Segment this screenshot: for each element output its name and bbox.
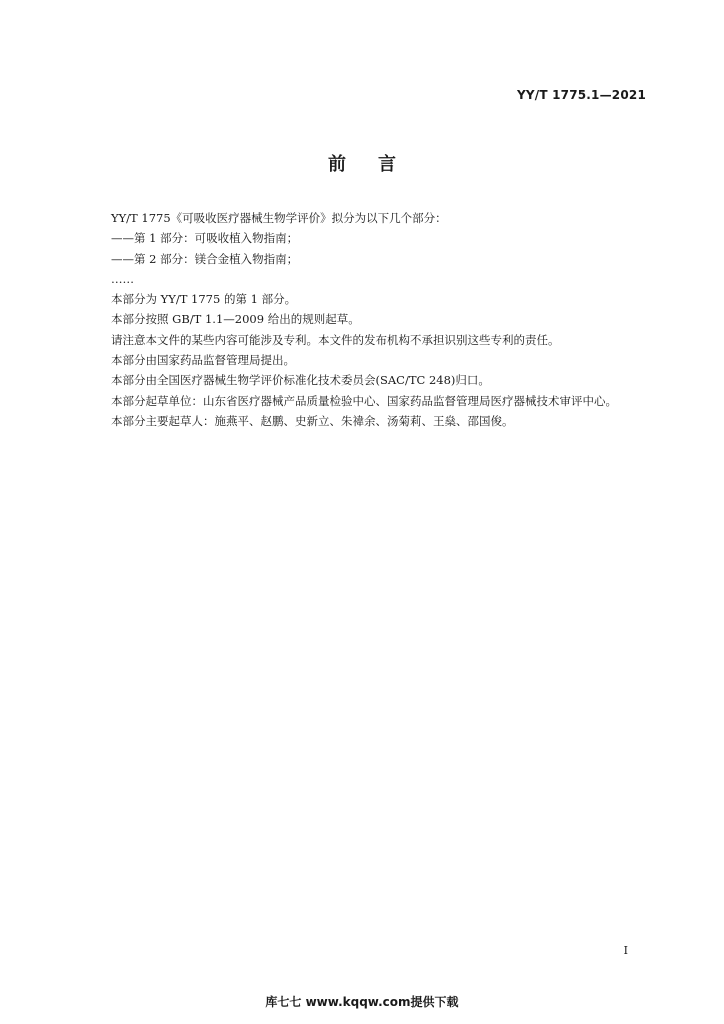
standard-code: YY/T 1775.1—2021 xyxy=(516,88,646,102)
paragraph-series-intro: YY/T 1775《可吸收医疗器械生物学评价》拟分为以下几个部分： xyxy=(111,211,447,225)
page-title: 前言 xyxy=(328,154,428,175)
paragraph-drafters: 本部分主要起草人：施燕平、赵鹏、史新立、朱禕余、汤菊莉、王燊、邵国俊。 xyxy=(111,413,514,428)
paragraph-proposed-by: 本部分由国家药品监督管理局提出。 xyxy=(111,353,295,368)
paragraph-drafting-rules: 本部分按照 GB/T 1.1—2009 给出的规则起草。 xyxy=(111,312,360,327)
paragraph-this-part: 本部分为 YY/T 1775 的第 1 部分。 xyxy=(111,292,297,307)
page-number: I xyxy=(623,944,628,957)
paragraph-part-1: ——第 1 部分：可吸收植入物指南； xyxy=(111,231,299,246)
foreword-body xyxy=(88,208,636,431)
paragraph-drafting-units: 本部分起草单位：山东省医疗器械产品质量检验中心、国家药品监督管理局医疗器械技术审评中心。 xyxy=(111,393,617,408)
paragraph-patent-notice: 请注意本文件的某些内容可能涉及专利。本文件的发布机构不承担识别这些专利的责任。 xyxy=(111,332,560,347)
paragraph-managed-by: 本部分由全国医疗器械生物学评价标准化技术委员会(SAC/TC 248)归口。 xyxy=(111,373,490,388)
paragraph-ellipsis: …… xyxy=(111,271,134,286)
footer-watermark: 库七七 www.kqqw.com提供下载 xyxy=(265,995,459,1009)
paragraph-part-2: ——第 2 部分：镁合金植入物指南； xyxy=(111,251,299,266)
